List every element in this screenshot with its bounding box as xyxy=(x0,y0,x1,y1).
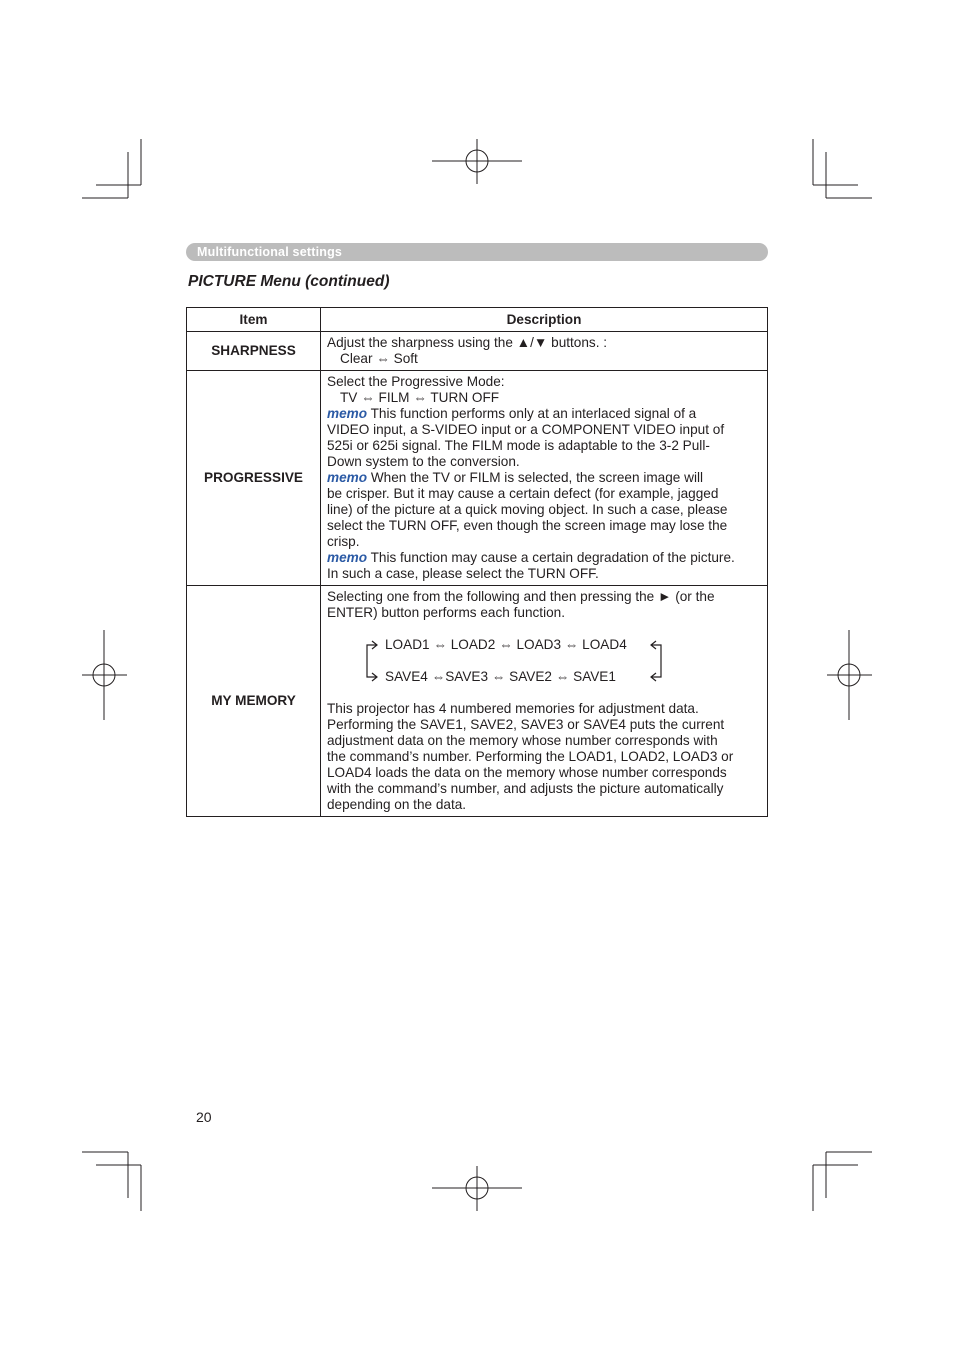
memo-2-line-2: be crisper. But it may cause a certain defect (for example, jagged xyxy=(327,486,719,501)
description-my-memory xyxy=(321,586,768,817)
memo-2-line-3: line) of the picture at a quick moving object. In such a case, please xyxy=(327,502,728,517)
memo-label: memo xyxy=(327,550,368,565)
memo-2-text: When the TV or FILM is selected, the screen image will xyxy=(370,470,704,485)
memo-2-line-4: select the TURN OFF, even though the screen image may lose the xyxy=(327,518,728,533)
my-memory-body-3: adjustment data on the memory whose number corresponds with xyxy=(327,733,718,748)
sharpness-line-1: Adjust the sharpness using the ▲/▼ buttons. : xyxy=(327,335,608,350)
memo-3-text: This function may cause a certain degradation of the picture. xyxy=(370,550,735,565)
section-header-bar xyxy=(186,243,768,261)
description-sharpness xyxy=(321,332,768,371)
memo-1-line-2: VIDEO input, a S-VIDEO input or a COMPONENT VIDEO input of xyxy=(327,422,725,437)
memo-2-line-5: crisp. xyxy=(327,534,360,549)
column-header-item: Item xyxy=(187,308,321,332)
memo-3-line-1 xyxy=(327,550,761,566)
memo-2-line-1 xyxy=(327,470,761,486)
save-cycle-row: SAVE4 ⇔SAVE3 ⇔ SAVE2 ⇔ SAVE1 xyxy=(385,669,616,684)
table-row-progressive xyxy=(187,371,768,586)
my-memory-body-5: LOAD4 loads the data on the memory whose number corresponds xyxy=(327,765,727,780)
my-memory-body-6: with the command’s number, and adjusts the picture automatically xyxy=(327,781,724,796)
picture-menu-table xyxy=(186,307,768,817)
progressive-options: TV ⇔ FILM ⇔ TURN OFF xyxy=(340,390,500,405)
memo-1-line-3: 525i or 625i signal. The FILM mode is adaptable to the 3-2 Pull- xyxy=(327,438,710,453)
memory-cycle-diagram xyxy=(361,637,761,685)
item-my-memory: MY MEMORY xyxy=(187,586,321,817)
section-label: Multifunctional settings xyxy=(197,245,343,259)
column-header-description: Description xyxy=(321,308,768,332)
my-memory-intro-1: Selecting one from the following and then pressing the ► (or the xyxy=(327,589,715,604)
table-row-my-memory xyxy=(187,586,768,817)
page-title: PICTURE Menu (continued) xyxy=(188,273,390,290)
item-sharpness: SHARPNESS xyxy=(187,332,321,371)
table-row-sharpness xyxy=(187,332,768,371)
progressive-line-1: Select the Progressive Mode: xyxy=(327,374,505,389)
memo-label: memo xyxy=(327,470,368,485)
memo-label: memo xyxy=(327,406,368,421)
description-progressive xyxy=(321,371,768,586)
my-memory-body-7: depending on the data. xyxy=(327,797,467,812)
my-memory-intro-2: ENTER) button performs each function. xyxy=(327,605,565,620)
my-memory-body-1: This projector has 4 numbered memories for adjustment data. xyxy=(327,701,699,716)
load-cycle-row: LOAD1 ⇔ LOAD2 ⇔ LOAD3 ⇔ LOAD4 xyxy=(385,637,627,652)
my-memory-body-2: Performing the SAVE1, SAVE2, SAVE3 or SAVE4 puts the current xyxy=(327,717,725,732)
item-progressive: PROGRESSIVE xyxy=(187,371,321,586)
table-header-row xyxy=(187,308,768,332)
memo-1-line-4: Down system to the conversion. xyxy=(327,454,520,469)
memo-1-line-1 xyxy=(327,406,761,422)
memo-3-line-2: In such a case, please select the TURN OFF. xyxy=(327,566,599,581)
memo-1-text: This function performs only at an interlaced signal of a xyxy=(370,406,697,421)
page-number: 20 xyxy=(196,1109,212,1125)
my-memory-body-4: the command’s number. Performing the LOAD1, LOAD2, LOAD3 or xyxy=(327,749,734,764)
sharpness-options: Clear ⇔ Soft xyxy=(340,351,418,366)
